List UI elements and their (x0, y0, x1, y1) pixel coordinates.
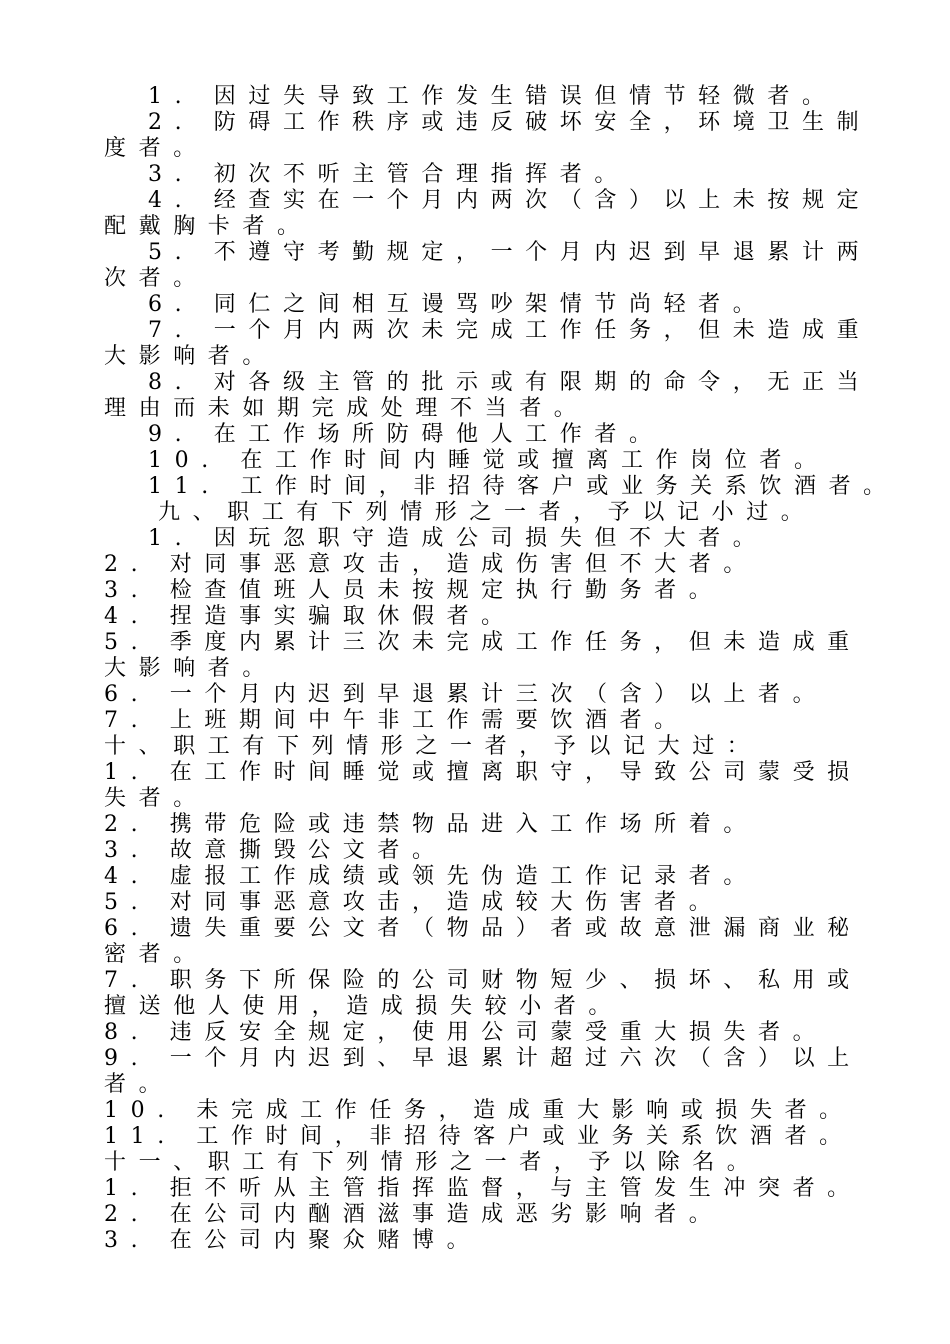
section-heading: 九、职工有下列情形之一者，予以记小过。 (158, 500, 816, 525)
text-line: 配戴胸卡者。 (104, 214, 312, 239)
text-line: 3. 初次不听主管合理指挥者。 (148, 162, 629, 187)
text-line: 2. 对同事恶意攻击，造成伤害但不大者。 (104, 552, 758, 577)
text-line: 次者。 (104, 266, 208, 291)
text-line: 4. 经查实在一个月内两次（含）以上未按规定 (148, 188, 872, 213)
text-line: 6. 同仁之间相互谩骂吵架情节尚轻者。 (148, 292, 768, 317)
text-line: 10. 在工作时间内睡觉或擅离工作岗位者。 (148, 448, 829, 473)
text-line: 2. 携带危险或违禁物品进入工作场所着。 (104, 812, 758, 837)
text-line: 理由而未如期完成处理不当者。 (104, 396, 589, 421)
text-line: 11. 工作时间，非招待客户或业务关系饮酒者。 (148, 474, 898, 499)
text-line: 9. 一个月内迟到、早退累计超过六次（含）以上 (104, 1046, 862, 1071)
text-line: 1. 在工作时间睡觉或擅离职守，导致公司蒙受损 (104, 760, 862, 785)
text-line: 2. 防碍工作秩序或违反破坏安全，环境卫生制 (148, 110, 872, 135)
text-line: 6. 一个月内迟到早退累计三次（含）以上者。 (104, 682, 828, 707)
text-line: 1. 因玩忽职守造成公司损失但不大者。 (148, 526, 768, 551)
text-line: 1. 因过失导致工作发生错误但情节轻微者。 (148, 84, 837, 109)
text-line: 5. 对同事恶意攻击，造成较大伤害者。 (104, 890, 724, 915)
text-line: 5. 季度内累计三次未完成工作任务，但未造成重 (104, 630, 862, 655)
text-line: 擅送他人使用，造成损失较小者。 (104, 994, 624, 1019)
text-line: 1. 拒不听从主管指挥监督，与主管发生冲突者。 (104, 1176, 862, 1201)
section-heading: 十、职工有下列情形之一者，予以记大过： (104, 734, 762, 759)
text-line: 密者。 (104, 942, 208, 967)
text-line: 度者。 (104, 136, 208, 161)
text-line: 大影响者。 (104, 656, 278, 681)
text-line: 3. 检查值班人员未按规定执行勤务者。 (104, 578, 724, 603)
text-line: 者。 (104, 1072, 174, 1097)
text-line: 大影响者。 (104, 344, 278, 369)
text-line: 8. 对各级主管的批示或有限期的命令，无正当 (148, 370, 872, 395)
text-line: 4. 虚报工作成绩或领先伪造工作记录者。 (104, 864, 758, 889)
text-line: 9. 在工作场所防碍他人工作者。 (148, 422, 664, 447)
text-line: 11. 工作时间，非招待客户或业务关系饮酒者。 (104, 1124, 854, 1149)
text-line: 6. 遗失重要公文者（物品）者或故意泄漏商业秘 (104, 916, 862, 941)
text-line: 7. 一个月内两次未完成工作任务，但未造成重 (148, 318, 872, 343)
text-line: 4. 捏造事实骗取休假者。 (104, 604, 516, 629)
text-line: 3. 故意撕毁公文者。 (104, 838, 447, 863)
section-heading: 十一、职工有下列情形之一者，予以除名。 (104, 1150, 762, 1175)
text-line: 10. 未完成工作任务，造成重大影响或损失者。 (104, 1098, 854, 1123)
text-line: 2. 在公司内酗酒滋事造成恶劣影响者。 (104, 1202, 724, 1227)
text-line: 失者。 (104, 786, 208, 811)
text-line: 5. 不遵守考勤规定，一个月内迟到早退累计两 (148, 240, 872, 265)
text-line: 7. 职务下所保险的公司财物短少、损坏、私用或 (104, 968, 862, 993)
text-line: 7. 上班期间中午非工作需要饮酒者。 (104, 708, 689, 733)
text-line: 3. 在公司内聚众赌博。 (104, 1228, 482, 1253)
text-line: 8. 违反安全规定，使用公司蒙受重大损失者。 (104, 1020, 828, 1045)
